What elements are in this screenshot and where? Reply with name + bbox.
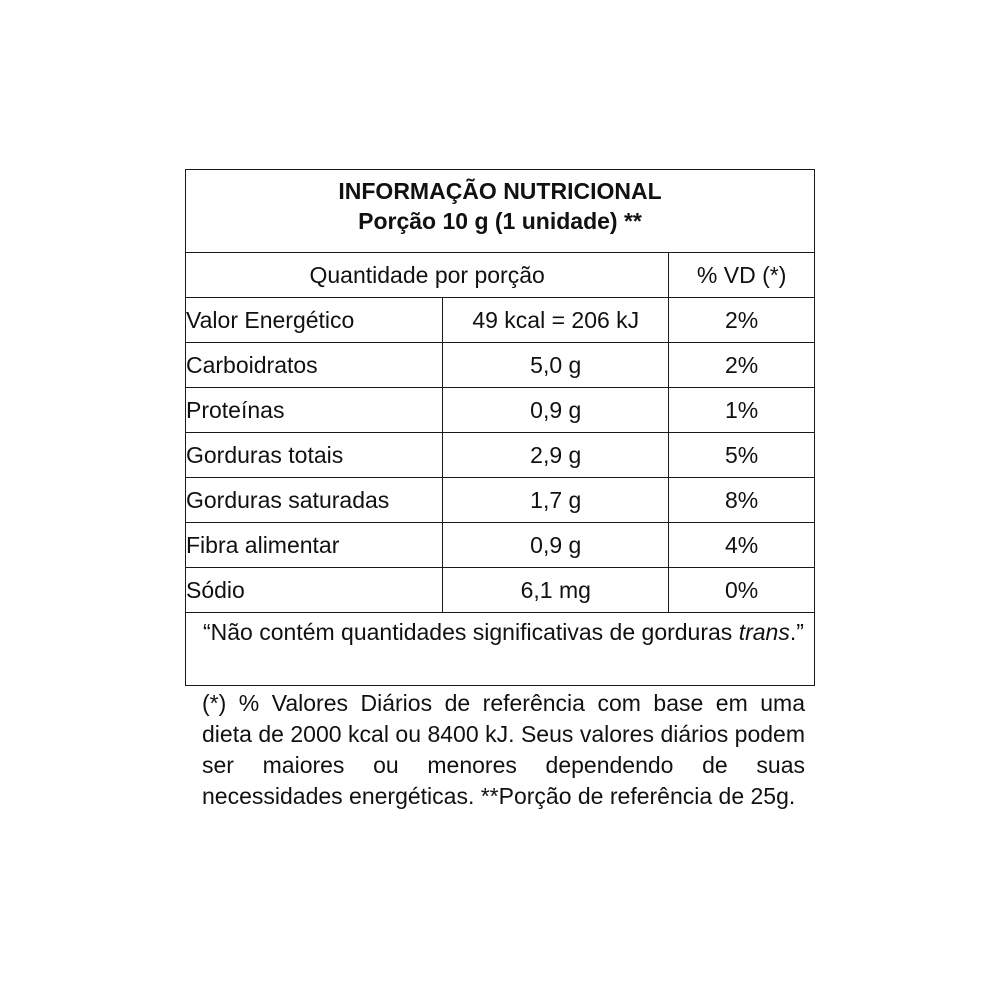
nutrient-name: Fibra alimentar	[186, 523, 443, 568]
table-row	[186, 433, 815, 478]
trans-note-italic: trans	[738, 619, 790, 645]
nutrient-vd: 2%	[669, 343, 815, 388]
nutrient-amount: 6,1 mg	[443, 568, 669, 613]
trans-note-prefix: “Não contém quantidades significativas de gorduras	[203, 619, 739, 645]
table-row	[186, 298, 815, 343]
nutrient-name: Valor Energético	[186, 298, 443, 343]
table-row	[186, 568, 815, 613]
table-row	[186, 343, 815, 388]
nutrient-vd: 1%	[669, 388, 815, 433]
trans-note-suffix: .”	[789, 619, 804, 645]
header-row	[186, 253, 815, 298]
nutrient-amount: 0,9 g	[443, 388, 669, 433]
trans-fat-note	[186, 613, 815, 686]
table-row	[186, 478, 815, 523]
nutrient-name: Gorduras totais	[186, 433, 443, 478]
header-quantity: Quantidade por porção	[186, 253, 669, 298]
nutrient-amount: 5,0 g	[443, 343, 669, 388]
footnote: (*) % Valores Diários de referência com base em uma dieta de 2000 kcal ou 8400 kJ. Seus valores diários podem ser maiores ou menores dependendo de suas necessidades energéticas. **Porção de referência de 25g.	[202, 690, 805, 809]
nutrition-table	[185, 169, 815, 686]
nutrient-vd: 0%	[669, 568, 815, 613]
nutrient-vd: 5%	[669, 433, 815, 478]
title-row	[186, 170, 815, 253]
nutrient-amount: 1,7 g	[443, 478, 669, 523]
table-row	[186, 523, 815, 568]
nutrient-amount: 2,9 g	[443, 433, 669, 478]
nutrient-name: Sódio	[186, 568, 443, 613]
nutrient-vd: 2%	[669, 298, 815, 343]
trans-note-row	[186, 613, 815, 686]
table-row	[186, 388, 815, 433]
title-cell	[186, 170, 815, 253]
nutrient-name: Carboidratos	[186, 343, 443, 388]
nutrition-label	[185, 169, 815, 812]
nutrient-name: Gorduras saturadas	[186, 478, 443, 523]
header-vd: % VD (*)	[669, 253, 815, 298]
nutrient-amount: 0,9 g	[443, 523, 669, 568]
nutrient-vd: 8%	[669, 478, 815, 523]
serving-size: Porção 10 g (1 unidade) **	[358, 208, 642, 234]
nutrient-vd: 4%	[669, 523, 815, 568]
label-title: INFORMAÇÃO NUTRICIONAL	[338, 178, 662, 204]
nutrient-name: Proteínas	[186, 388, 443, 433]
nutrient-amount: 49 kcal = 206 kJ	[443, 298, 669, 343]
